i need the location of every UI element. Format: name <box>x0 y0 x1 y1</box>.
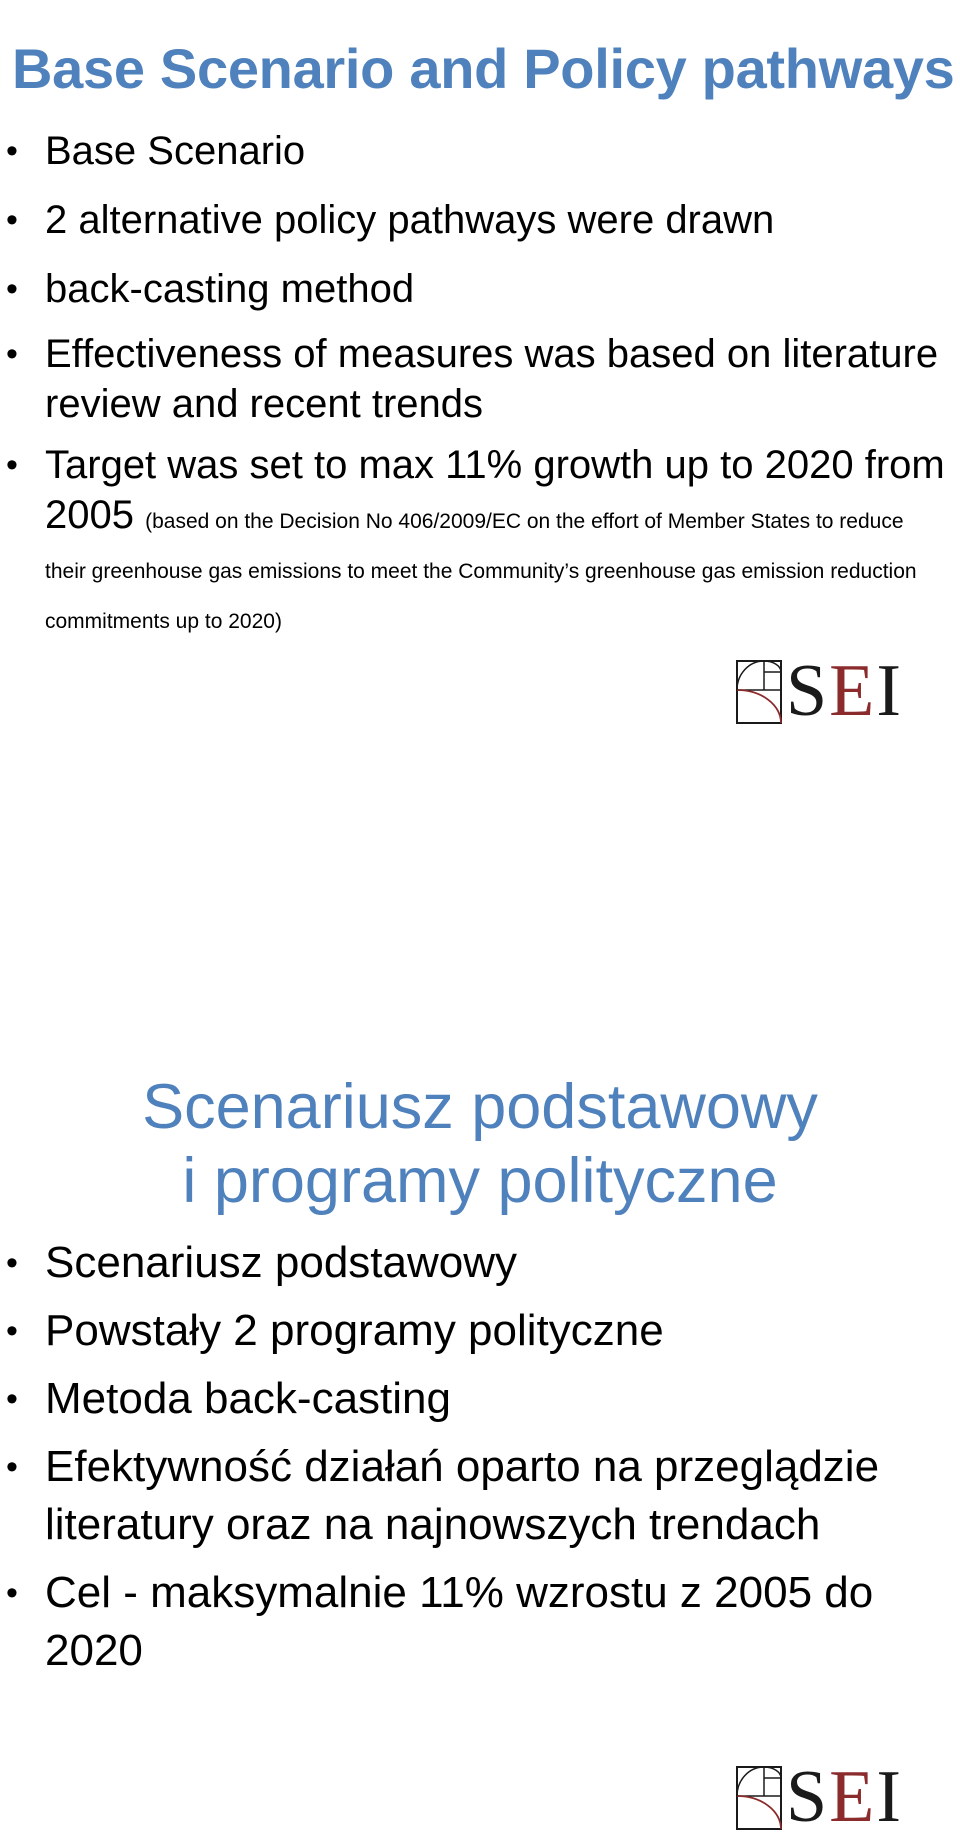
bullet-item <box>0 260 960 318</box>
slide-title-english: Base Scenario and Policy pathways <box>12 36 955 100</box>
bullet-item <box>0 191 960 249</box>
bullet-footnote: (based on the Decision No 406/2009/EC on the effort of Member States to reduce their greenhouse gas emissions to meet the Community’s greenhouse gas emission reduction commitments up to 2020) <box>45 510 917 633</box>
bullet-text: back-casting method <box>45 267 415 311</box>
bullet-item <box>0 440 960 640</box>
bullet-list-polish <box>0 1234 960 1690</box>
title-line-2: i programy polityczne <box>182 1146 778 1216</box>
bullet-text: Effectiveness of measures was based on literature review and recent trends <box>45 332 939 426</box>
bullet-dot: • <box>6 446 18 484</box>
bullet-dot: • <box>6 1244 18 1282</box>
bullet-dot: • <box>6 1448 18 1486</box>
sei-logo-mark-icon <box>736 1766 782 1830</box>
bullet-item <box>0 122 960 180</box>
bullet-dot: • <box>6 1312 18 1350</box>
slide-english <box>0 0 960 900</box>
bullet-text: Base Scenario <box>45 129 306 173</box>
bullet-dot: • <box>6 1380 18 1418</box>
slide-polish <box>0 1040 960 1840</box>
bullet-item <box>0 329 960 429</box>
bullet-item <box>0 1438 960 1554</box>
sei-logo <box>736 1756 922 1838</box>
bullet-dot: • <box>6 270 18 308</box>
bullet-list-english <box>0 122 960 651</box>
sei-logo-text: SEI <box>786 650 904 732</box>
title-line-1: Scenariusz podstawowy <box>142 1072 818 1142</box>
bullet-dot: • <box>6 132 18 170</box>
bullet-text: 2 alternative policy pathways were drawn <box>45 198 775 242</box>
bullet-item <box>0 1564 960 1680</box>
slide-title-polish <box>0 1070 960 1218</box>
sei-logo <box>736 650 922 732</box>
bullet-text: Efektywność działań oparto na przeglądzie literatury oraz na najnowszych trendach <box>45 1442 880 1549</box>
bullet-item <box>0 1302 960 1360</box>
bullet-text: Powstały 2 programy polityczne <box>45 1306 664 1355</box>
bullet-dot: • <box>6 1574 18 1612</box>
bullet-text: Target was set to max 11% growth up to 2020 from 2005 <box>45 443 945 537</box>
bullet-dot: • <box>6 201 18 239</box>
sei-logo-mark-icon <box>736 660 782 724</box>
bullet-dot: • <box>6 335 18 373</box>
bullet-item <box>0 1234 960 1292</box>
sei-logo-text: SEI <box>786 1756 904 1838</box>
bullet-text: Metoda back-casting <box>45 1374 451 1423</box>
bullet-text: Scenariusz podstawowy <box>45 1238 518 1287</box>
bullet-item <box>0 1370 960 1428</box>
bullet-text: Cel - maksymalnie 11% wzrostu z 2005 do 2020 <box>45 1568 874 1675</box>
